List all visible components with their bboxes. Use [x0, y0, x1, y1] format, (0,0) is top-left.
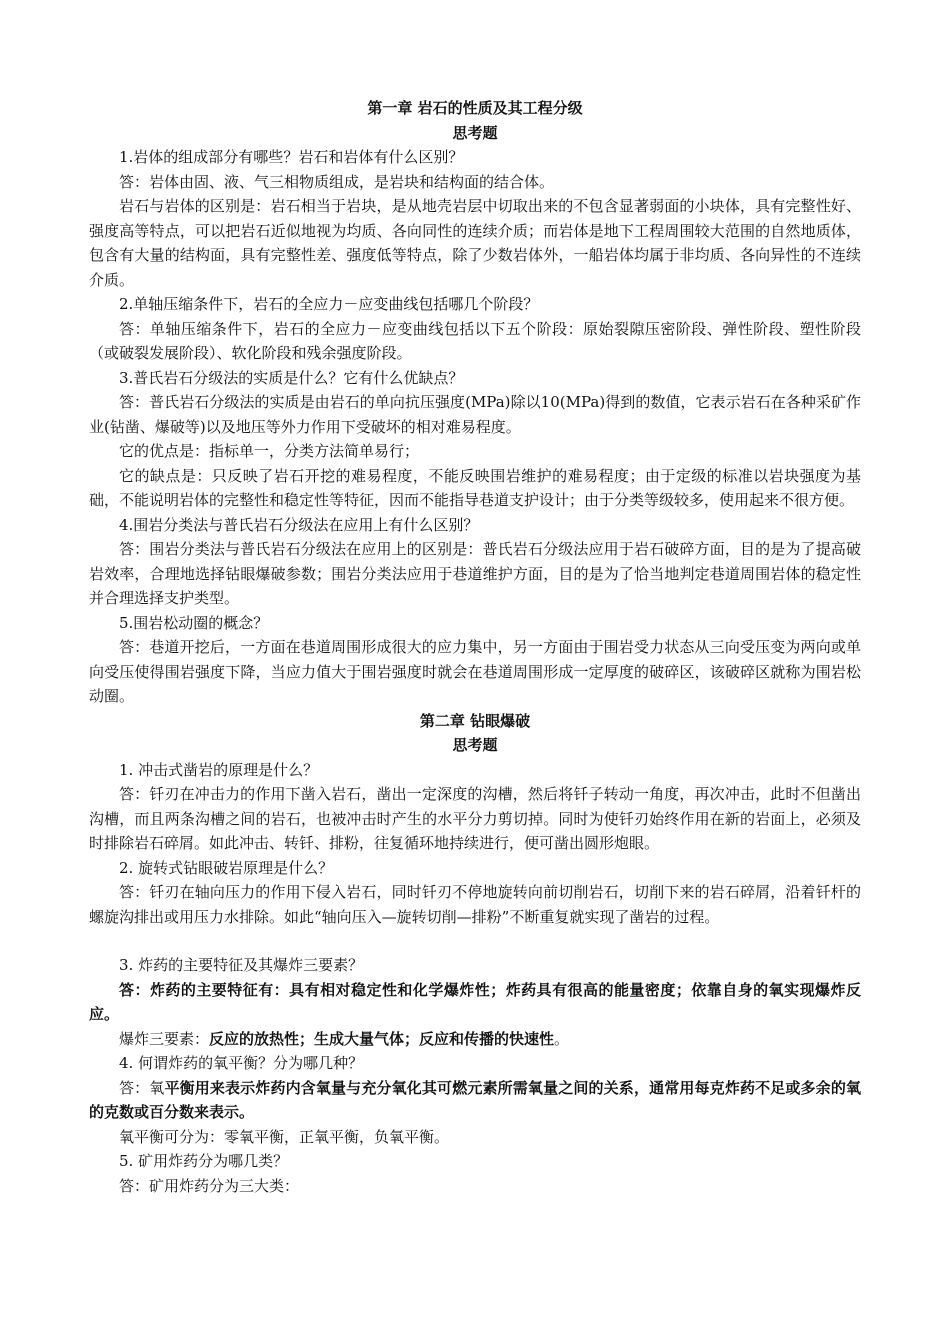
chapter1-subtitle: 思考题 — [452, 123, 498, 142]
ch2-question-3: 3. 炸药的主要特征及其爆炸三要素？ — [119, 956, 364, 974]
ch1-answer-5: 答：巷道开挖后，一方面在巷道周围形成很大的应力集中，另一方面由于围岩受力状态从三向受压变为两向或单向受压使得围岩强度下降，当应力值大于围岩强度时就会在巷道周围形成一定厚度的破碎区，该破碎区就称为围岩松动圈。 — [89, 638, 861, 705]
chapter2-title: 第二章 钻眼爆破 — [419, 711, 531, 730]
ch2-answer-3 — [89, 978, 861, 1027]
ch1-answer-3-pros: 它的优点是：指标单一，分类方法简单易行； — [119, 442, 420, 460]
chapter2-subtitle: 思考题 — [452, 736, 498, 754]
ch2-answer-2: 答：钎刃在轴向压力的作用下侵入岩石，同时钎刃不停地旋转向前切削岩石，切削下来的岩石碎屑，沿着钎杆的螺旋沟排出或用压力水排除。如此“轴向压入—旋转切削—排粉”不断重复就实现了凿岩的过程。 — [89, 883, 861, 926]
ch1-answer-2: 答：单轴压缩条件下，岩石的全应力－应变曲线包括以下五个阶段：原始裂隙压密阶段、弹性阶段、塑性阶段（或破裂发展阶段）、软化阶段和残余强度阶段。 — [89, 319, 861, 362]
ch1-question-3: 3.普氏岩石分级法的实质是什么？它有什么优缺点？ — [119, 368, 464, 387]
ch1-question-5: 5.围岩松动圈的概念？ — [119, 613, 269, 632]
ch2-answer-4-bold: 平衡用来表示炸药内含氧量与充分氧化其可燃元素所需氧量之间的关系，通常用每克炸药不足或多余的氧的克数或百分数来表示。 — [89, 1078, 861, 1121]
document-page — [89, 96, 861, 1198]
ch1-question-2: 2.单轴压缩条件下，岩石的全应力－应变曲线包括哪几个阶段？ — [119, 295, 539, 313]
ch2-question-1: 1. 冲击式凿岩的原理是什么？ — [119, 760, 319, 779]
ch2-question-2: 2. 旋转式钻眼破岩原理是什么？ — [119, 858, 334, 877]
ch2-answer-4-prefix: 答：氧 — [119, 1078, 165, 1097]
ch1-answer-4: 答：围岩分类法与普氏岩石分级法在应用上的区别是：普氏岩石分级法应用于岩石破碎方面，目的是为了提高破岩效率，合理地选择钻眼爆破参数；围岩分类法应用于巷道维护方面，目的是为了恰当地判定巷道周围岩体的稳定性并合理选择支护类型。 — [89, 540, 861, 607]
ch1-answer-1: 答：岩体由固、液、气三相物质组成，是岩块和结构面的结合体。 — [119, 172, 555, 191]
ch1-question-1: 1.岩体的组成部分有哪些？岩石和岩体有什么区别？ — [119, 148, 464, 166]
ch2-question-4: 4. 何谓炸药的氧平衡？分为哪几种？ — [119, 1054, 364, 1072]
ch2-answer-3b-suffix: 。 — [554, 1029, 570, 1048]
chapter1-title: 第一章 岩石的性质及其工程分级 — [367, 99, 583, 117]
ch2-answer-5: 答：矿用炸药分为三大类： — [119, 1176, 300, 1195]
ch2-answer-3-bold: 炸药的主要特征有：具有相对稳定性和化学爆炸性；炸药具有很高的能量密度；依靠自身的氧实现爆炸反应。 — [89, 980, 861, 1023]
ch1-answer-1-detail: 岩石与岩体的区别是：岩石相当于岩块，是从地壳岩层中切取出来的不包含显著弱面的小块体，具有完整性好、强度高等特点，可以把岩石近似地视为均质、各向同性的连续介质；而岩体是地下工程周围较大范围的自然地质体，包含有大量的结构面，具有完整性差、强度低等特点，除了少数岩体外，一船岩体均属于非均质、各向异性的不连续介质。 — [89, 197, 861, 289]
ch1-answer-3-cons: 它的缺点是：只反映了岩石开挖的难易程度，不能反映围岩维护的难易程度；由于定级的标准以岩块强度为基础，不能说明岩体的完整性和稳定性等特征，因而不能指导巷道支护设计；由于分类等级较多，使用起来不很方便。 — [89, 466, 861, 509]
ch2-answer-1: 答：钎刃在冲击力的作用下凿入岩石，凿出一定深度的沟槽，然后将钎子转动一角度，再次冲击，此时不但凿出沟槽，而且两条沟槽之间的岩石，也被冲击时产生的水平分力剪切掉。同时为使钎刃始终作用在新的岩面上，必须及时排除岩石碎屑。如此冲击、转钎、排粉，往复循环地持续进行，便可凿出圆形炮眼。 — [89, 785, 861, 852]
ch2-answer-3b-bold: 反应的放热性；生成大量气体；反应和传播的快速性 — [209, 1029, 555, 1048]
ch2-answer-4-types: 氧平衡可分为：零氧平衡，正氧平衡，负氧平衡。 — [119, 1127, 450, 1146]
ch2-answer-3-elements — [89, 1027, 861, 1052]
ch1-question-4: 4.围岩分类法与普氏岩石分级法在应用上有什么区别？ — [119, 515, 479, 534]
ch2-answer-4 — [89, 1076, 861, 1125]
ch2-question-5: 5. 矿用炸药分为哪几类？ — [119, 1152, 289, 1170]
ch2-answer-3b-prefix: 爆炸三要素： — [119, 1029, 210, 1048]
ch1-answer-3: 答：普氏岩石分级法的实质是由岩石的单向抗压强度(MPa)除以10(MPa)得到的数值，它表示岩石在各种采矿作业(钻凿、爆破等)以及地压等外力作用下受破坏的相对难易程度。 — [89, 393, 861, 436]
ch2-answer-3-prefix: 答： — [119, 980, 150, 999]
